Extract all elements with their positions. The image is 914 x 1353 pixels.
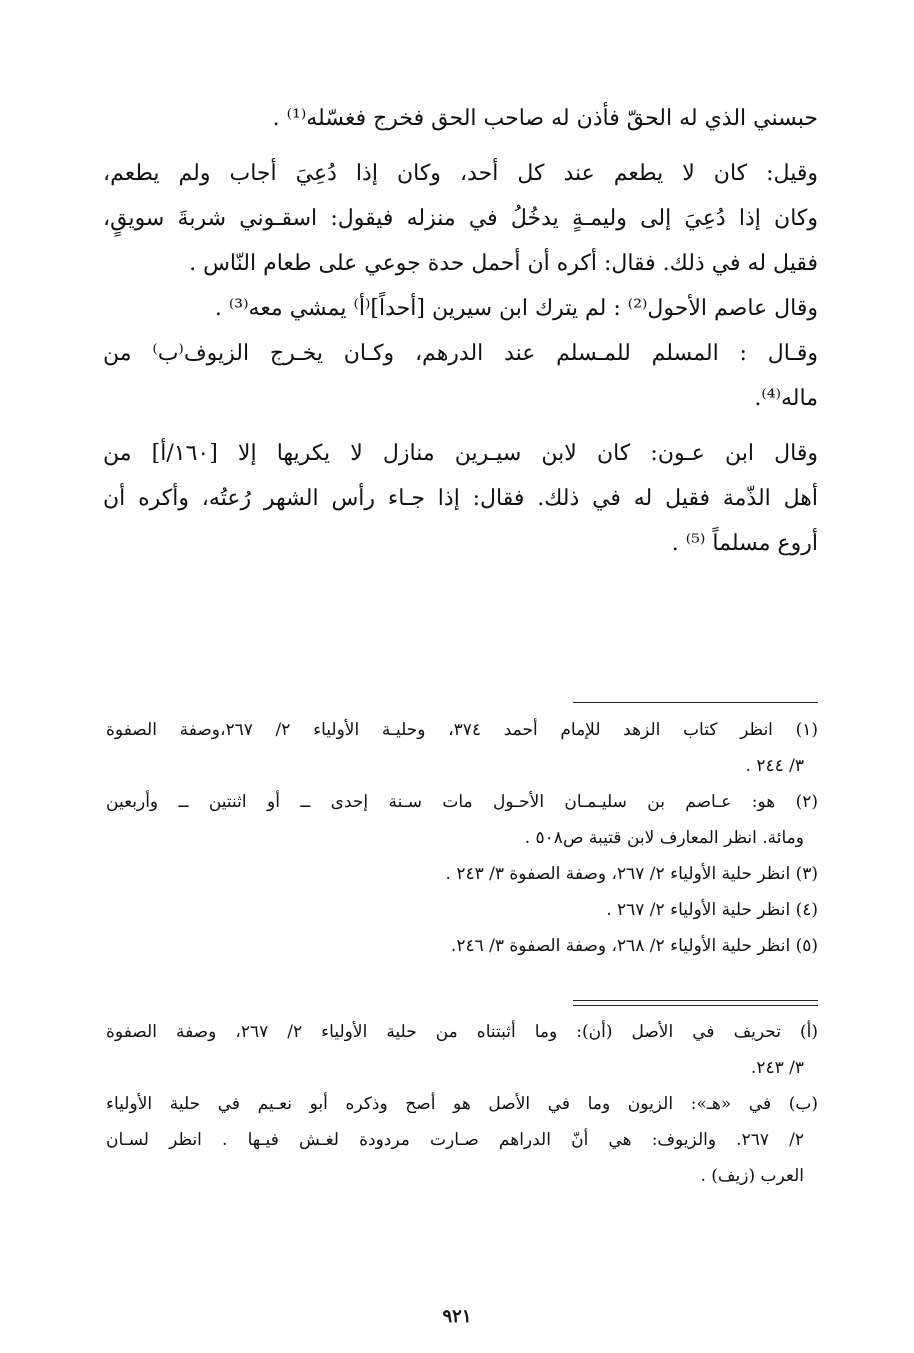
page-number: ٩٢١ — [442, 1306, 472, 1327]
main-line: وكان إذا دُعِيَ إلى وليمـةٍ يدخُلُ في منزله فيقول: اسقـوني شربةَ سويقٍ، — [103, 206, 818, 231]
footnote-line: ٣/ ٢٤٤ . — [745, 756, 804, 776]
main-line: وقيل: كان لا يطعم عند كل أحد، وكان إذا دُعِيَ أجاب ولم يطعم، — [103, 161, 818, 186]
footnote-line: (٢) هو: عـاصم بن سليـمـان الأحـول مات سـنة إحدى ــ أو اثنتين ــ وأربعين — [106, 792, 818, 812]
main-line: وقـال : المسلم للمـسلم عند الدرهم، وكـان يخـرج الزيوف⁽ب⁾ من — [103, 341, 818, 366]
variant-note-line: (أ) تحريف في الأصل (أن): وما أثبتناه من حلية الأولياء ٢/ ٢٦٧، وصفة الصفوة — [106, 1022, 818, 1042]
main-line: وقال ابن عـون: كان لابن سيـرين منازل لا يكريها إلا [١٦٠/أ] من — [103, 441, 818, 466]
footnote-line: (١) انظر كتاب الزهد للإمام أحمد ٣٧٤، وحليـة الأولياء ٢/ ٢٦٧،وصفة الصفوة — [106, 720, 818, 740]
footnotes — [106, 712, 818, 964]
footnote-separator — [573, 702, 818, 703]
main-line: ماله⁽⁴⁾. — [754, 386, 818, 411]
main-line: أروع مسلماً ⁽⁵⁾ . — [671, 531, 818, 556]
main-line: وقال عاصم الأحول⁽²⁾ : لم يترك ابن سيرين [أحداً]⁽أ⁾ يمشي معه⁽³⁾ . — [214, 296, 818, 321]
main-line: فقيل له في ذلك. فقال: أكره أن أحمل حدة جوعي على طعام النّاس . — [189, 251, 818, 276]
variant-note-line: العرب (زيف) . — [700, 1166, 804, 1186]
variant-note-line: (ب) في «هـ»: الزيون وما في الأصل هو أصح وذكره أبو نعـيم في حلية الأولياء — [106, 1094, 818, 1114]
variant-note-line: ٣/ ٢٤٣. — [750, 1058, 804, 1078]
footnote-line: (٣) انظر حلية الأولياء ٢/ ٢٦٧، وصفة الصفوة ٣/ ٢٤٣ . — [445, 864, 818, 884]
variant-notes — [106, 1014, 818, 1194]
footnote-line: (٤) انظر حلية الأولياء ٢/ ٢٦٧ . — [606, 900, 818, 920]
main-line: حبسني الذي له الحقّ فأذن له صاحب الحق فخرج فغسّله⁽¹⁾ . — [272, 106, 818, 131]
footnote-line: (٥) انظر حلية الأولياء ٢/ ٢٦٨، وصفة الصفوة ٣/ ٢٤٦. — [450, 936, 818, 956]
footnote-line: ومائة. انظر المعارف لابن قتيبة ص٥٠٨ . — [524, 828, 804, 848]
main-text — [103, 96, 818, 566]
main-line: أهل الذّمة فقيل له في ذلك. فقال: إذا جـاء رأس الشهر رُعتُه، وأكره أن — [103, 486, 818, 511]
variant-notes-separator — [573, 1000, 818, 1006]
variant-note-line: ٢/ ٢٦٧. والزيوف: هي أنّ الدراهم صـارت مردودة لغـش فيـها . انظر لسـان — [106, 1130, 804, 1150]
